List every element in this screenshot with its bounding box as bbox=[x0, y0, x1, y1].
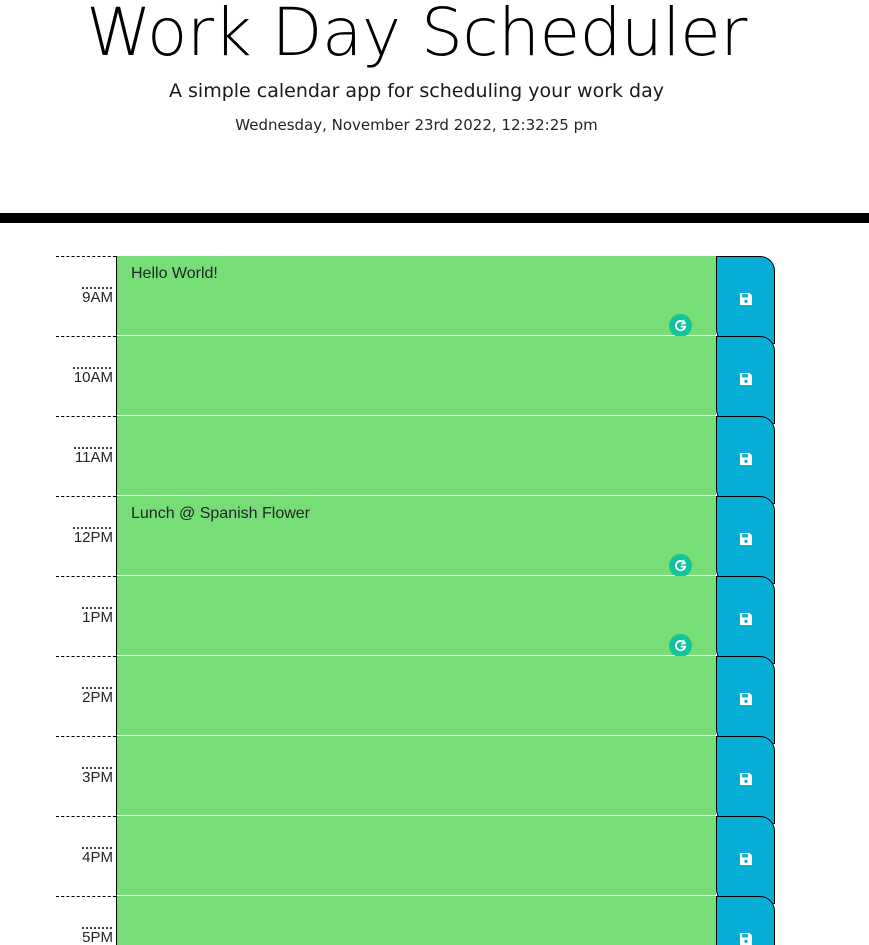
header-divider bbox=[0, 213, 869, 223]
hour-cell bbox=[56, 496, 116, 576]
save-button[interactable] bbox=[716, 896, 775, 945]
grammarly-icon[interactable] bbox=[669, 314, 692, 337]
floppy-disk-icon bbox=[739, 292, 753, 309]
hour-label: 3PM bbox=[82, 769, 113, 786]
time-block-row bbox=[0, 576, 869, 656]
save-button[interactable] bbox=[716, 416, 775, 504]
floppy-disk-icon bbox=[739, 532, 753, 549]
event-description-input[interactable] bbox=[116, 496, 716, 576]
hour-label: 9AM bbox=[82, 289, 113, 306]
page-subtitle: A simple calendar app for scheduling your work day bbox=[168, 80, 665, 102]
event-description-input[interactable] bbox=[116, 336, 716, 416]
save-button[interactable] bbox=[716, 256, 775, 344]
floppy-disk-icon bbox=[739, 372, 753, 389]
time-block-row bbox=[0, 816, 869, 896]
event-description-input[interactable] bbox=[116, 896, 716, 945]
floppy-disk-icon bbox=[739, 852, 753, 869]
hour-label: 5PM bbox=[82, 929, 113, 945]
hour-label: 4PM bbox=[82, 849, 113, 866]
save-button[interactable] bbox=[716, 336, 775, 424]
grammarly-icon[interactable] bbox=[669, 554, 692, 577]
time-block-row bbox=[0, 736, 869, 816]
page-title: Work Day Scheduler bbox=[86, 0, 747, 71]
current-day: Wednesday, November 23rd 2022, 12:32:25 pm bbox=[235, 116, 598, 134]
hour-label: 2PM bbox=[82, 689, 113, 706]
hour-cell bbox=[56, 896, 116, 945]
hour-cell bbox=[56, 816, 116, 896]
time-block-row bbox=[0, 656, 869, 736]
floppy-disk-icon bbox=[739, 612, 753, 629]
hour-label: 1PM bbox=[82, 609, 113, 626]
event-description-input[interactable] bbox=[116, 416, 716, 496]
floppy-disk-icon bbox=[739, 932, 753, 945]
time-block-row bbox=[0, 416, 869, 496]
hour-cell bbox=[56, 656, 116, 736]
save-button[interactable] bbox=[716, 496, 775, 584]
save-button[interactable] bbox=[716, 656, 775, 744]
hour-cell bbox=[56, 736, 116, 816]
event-description-input[interactable] bbox=[116, 736, 716, 816]
floppy-disk-icon bbox=[739, 772, 753, 789]
hour-cell bbox=[56, 416, 116, 496]
save-button[interactable] bbox=[716, 576, 775, 664]
time-block-row bbox=[0, 336, 869, 416]
time-block-row bbox=[0, 896, 869, 945]
hour-cell bbox=[56, 256, 116, 336]
event-description-input[interactable] bbox=[116, 656, 716, 736]
grammarly-icon[interactable] bbox=[669, 634, 692, 657]
time-block-row bbox=[0, 256, 869, 336]
save-button[interactable] bbox=[716, 816, 775, 904]
hour-cell bbox=[56, 576, 116, 656]
event-description-input[interactable] bbox=[116, 816, 716, 896]
hour-label: 12PM bbox=[73, 529, 113, 546]
floppy-disk-icon bbox=[739, 452, 753, 469]
hour-label: 11AM bbox=[74, 449, 113, 466]
hour-label: 10AM bbox=[73, 369, 113, 386]
hour-cell bbox=[56, 336, 116, 416]
event-description-input[interactable] bbox=[116, 256, 716, 336]
save-button[interactable] bbox=[716, 736, 775, 824]
event-description-input[interactable] bbox=[116, 576, 716, 656]
time-block-row bbox=[0, 496, 869, 576]
floppy-disk-icon bbox=[739, 692, 753, 709]
